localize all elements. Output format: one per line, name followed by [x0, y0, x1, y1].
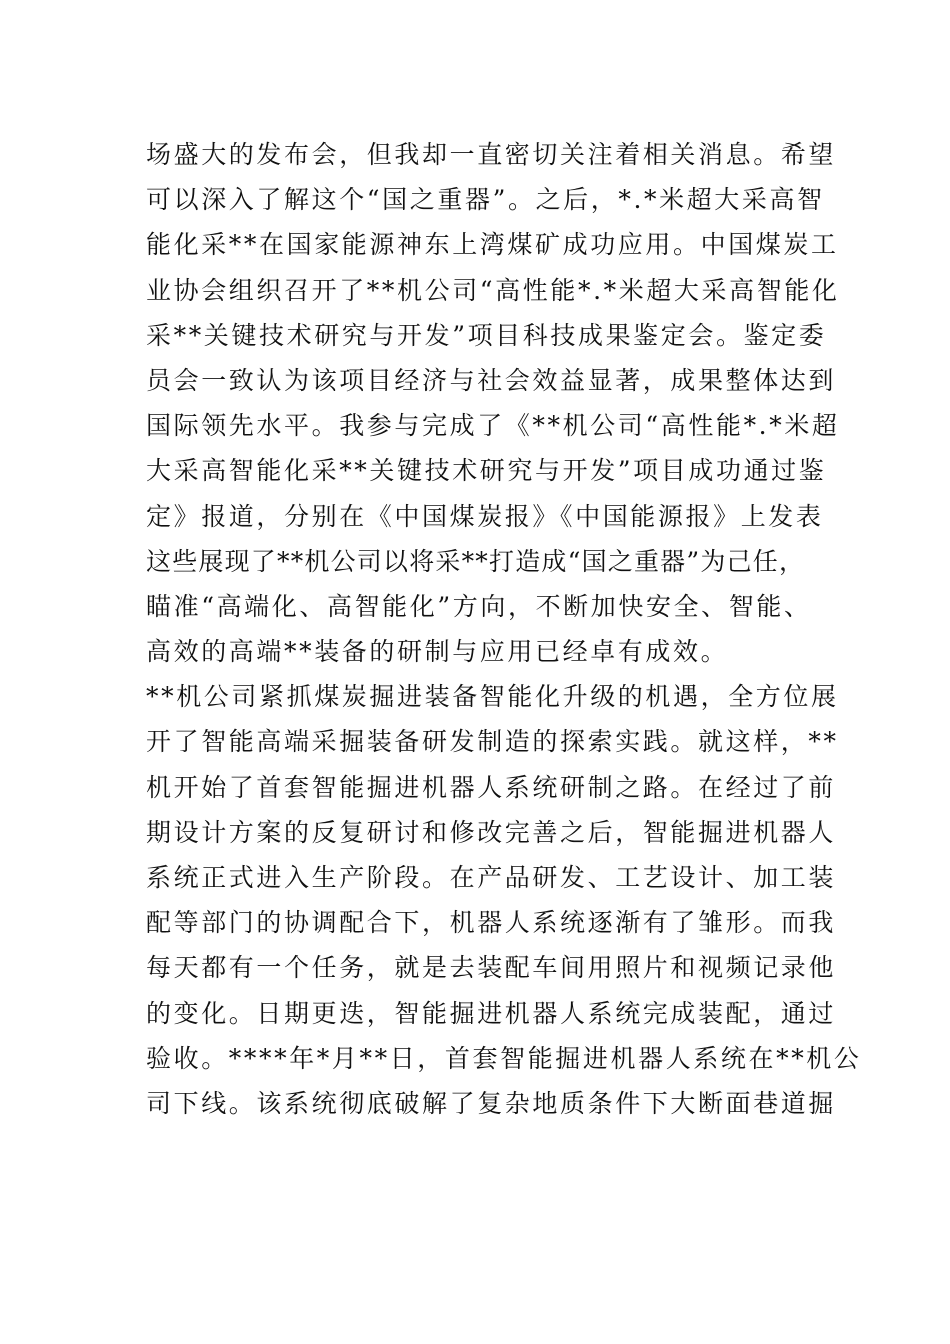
text-line: 的变化。日期更迭，智能掘进机器人系统完成装配，通过	[146, 998, 837, 1028]
text-line: 机开始了首套智能掘进机器人系统研制之路。在经过了前	[146, 772, 837, 802]
text-line: **机公司紧抓煤炭掘进装备智能化升级的机遇，全方位展	[146, 682, 839, 712]
text-line: 配等部门的协调配合下，机器人系统逐渐有了雏形。而我	[146, 908, 837, 938]
text-line: 采**关键技术研究与开发”项目科技成果鉴定会。鉴定委	[146, 320, 827, 350]
text-line: 员会一致认为该项目经济与社会效益显著，成果整体达到	[146, 365, 837, 395]
text-line: 场盛大的发布会，但我却一直密切关注着相关消息。希望	[146, 140, 837, 169]
text-line: 开了智能高端采掘装备研发制造的探索实践。就这样，**	[146, 727, 839, 757]
text-line: 司下线。该系统彻底破解了复杂地质条件下大断面巷道掘	[146, 1088, 837, 1118]
text-line: 高效的高端**装备的研制与应用已经卓有成效。	[146, 637, 729, 667]
text-line: 瞄准“高端化、高智能化”方向，不断加快安全、智能、	[146, 591, 812, 621]
text-line: 系统正式进入生产阶段。在产品研发、工艺设计、加工装	[146, 863, 837, 892]
text-line: 能化采**在国家能源神东上湾煤矿成功应用。中国煤炭工	[146, 230, 839, 260]
body-text	[146, 132, 862, 1126]
text-line: 定》报道，分别在《中国煤炭报》《中国能源报》上发表	[146, 501, 824, 531]
text-line: 业协会组织召开了**机公司“高性能*.*米超大采高智能化	[146, 275, 840, 305]
text-line: 每天都有一个任务，就是去装配车间用照片和视频记录他	[146, 953, 837, 983]
text-line: 可以深入了解这个“国之重器”。之后，*.*米超大采高智	[146, 185, 825, 215]
text-line: 国际领先水平。我参与完成了《**机公司“高性能*.*米超	[146, 411, 840, 441]
text-line: 大采高智能化采**关键技术研究与开发”项目成功通过鉴	[146, 456, 827, 486]
text-line: 这些展现了**机公司以将采**打造成“国之重器”为己任，	[146, 546, 806, 576]
text-line: 验收。****年*月**日，首套智能掘进机器人系统在**机公	[146, 1043, 862, 1073]
text-line: 期设计方案的反复研讨和修改完善之后，智能掘进机器人	[146, 817, 837, 847]
